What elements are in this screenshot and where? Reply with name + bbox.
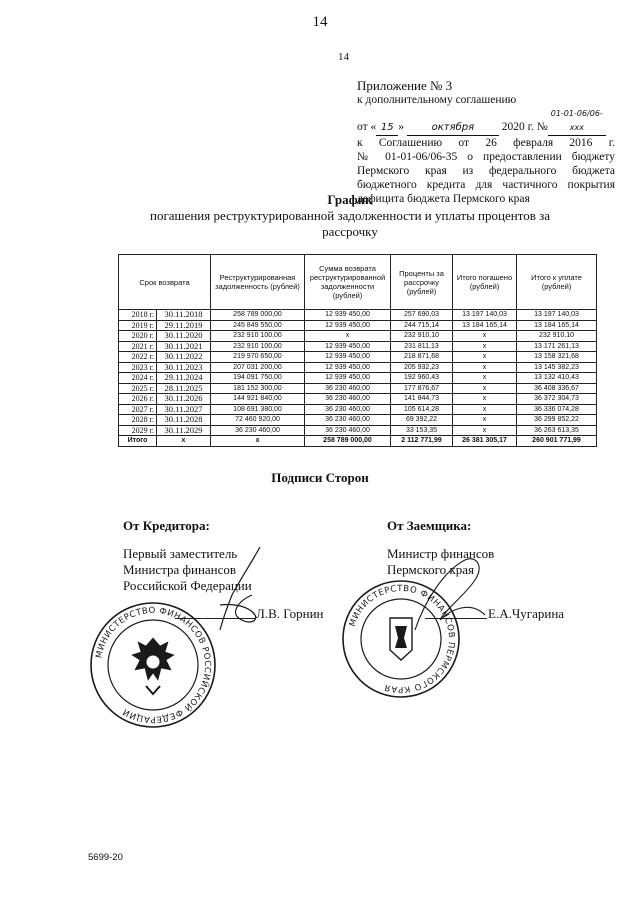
cell-year: 2029 г. bbox=[119, 425, 157, 436]
schedule-subtitle-2: рассрочку bbox=[322, 224, 378, 239]
cell-year: 2024 г. bbox=[119, 373, 157, 384]
cell-repayment-sum: 12 939 450,00 bbox=[305, 362, 391, 373]
cell-repayment-sum: 36 230 460,00 bbox=[305, 415, 391, 426]
borrower-position-line-2: Пермского края bbox=[387, 562, 474, 577]
borrower-seal-text: МИНИСТЕРСТВО ФИНАНСОВ ПЕРМСКОГО КРАЯ bbox=[347, 583, 457, 695]
annex-date-line bbox=[357, 107, 615, 136]
cell-repayment-sum: 12 939 450,00 bbox=[305, 341, 391, 352]
cell-date: 30.11.2020 bbox=[157, 331, 211, 342]
annex-line-6: бюджетного кредита для частичного покрытия bbox=[357, 179, 615, 191]
cell-interest: 69 392,22 bbox=[391, 415, 453, 426]
page-number-top: 14 bbox=[312, 14, 328, 30]
cell-repayment-sum: 36 230 460,00 bbox=[305, 425, 391, 436]
creditor-position-line-3: Российской Федерации bbox=[123, 578, 252, 593]
annex-month: октября bbox=[407, 121, 499, 136]
cell-total-paid: х bbox=[453, 352, 517, 363]
table-row bbox=[119, 383, 597, 394]
cell-date: 30.11.2029 bbox=[157, 425, 211, 436]
cell-total-paid: х bbox=[453, 373, 517, 384]
cell-total-paid: х bbox=[453, 362, 517, 373]
cell-date: 30.11.2026 bbox=[157, 394, 211, 405]
cell-year: 2025 г. bbox=[119, 383, 157, 394]
annex-block bbox=[357, 79, 615, 206]
cell-date: 30.11.2018 bbox=[157, 310, 211, 321]
table-row bbox=[119, 320, 597, 331]
annex-day: 15 bbox=[376, 121, 398, 136]
schedule-subtitle-1: погашения реструктурированной задолженности и уплаты процентов за bbox=[150, 208, 550, 223]
table-row bbox=[119, 331, 597, 342]
borrower-signature-scribble bbox=[405, 540, 505, 640]
cell-restructured-debt: х bbox=[211, 436, 305, 447]
col-header-term: Срок возврата bbox=[119, 255, 211, 310]
cell-repayment-sum: 12 939 450,00 bbox=[305, 373, 391, 384]
cell-date: 30.11.2027 bbox=[157, 404, 211, 415]
cell-year: 2021 г. bbox=[119, 341, 157, 352]
cell-interest: 2 112 771,99 bbox=[391, 436, 453, 447]
col-header-total-paid: Итого погашено (рублей) bbox=[453, 255, 517, 310]
cell-total-paid: 26 381 305,17 bbox=[453, 436, 517, 447]
cell-date: 29.11.2024 bbox=[157, 373, 211, 384]
cell-total-paid: 13 197 140,03 bbox=[453, 310, 517, 321]
cell-total-due: 232 910,10 bbox=[517, 331, 597, 342]
cell-total-paid: х bbox=[453, 404, 517, 415]
cell-repayment-sum: 36 230 460,00 bbox=[305, 404, 391, 415]
cell-interest: 105 614,28 bbox=[391, 404, 453, 415]
cell-total-paid: х bbox=[453, 331, 517, 342]
cell-date: 30.11.2028 bbox=[157, 415, 211, 426]
cell-restructured-debt: 144 921 840,00 bbox=[211, 394, 305, 405]
creditor-signature-scribble bbox=[180, 545, 290, 635]
cell-repayment-sum: 12 939 450,00 bbox=[305, 320, 391, 331]
table-row bbox=[119, 362, 597, 373]
annex-line-7: дефицита бюджета Пермского края bbox=[357, 193, 530, 205]
cell-total-due: 13 197 140,03 bbox=[517, 310, 597, 321]
annex-line-1: к дополнительному соглашению bbox=[357, 94, 517, 106]
cell-total-due: 36 336 074,28 bbox=[517, 404, 597, 415]
cell-year: 2026 г. bbox=[119, 394, 157, 405]
cell-restructured-debt: 232 910 100,00 bbox=[211, 341, 305, 352]
cell-total-due: 13 171 261,13 bbox=[517, 341, 597, 352]
cell-repayment-sum: 12 939 450,00 bbox=[305, 310, 391, 321]
table-row bbox=[119, 425, 597, 436]
repayment-schedule-table bbox=[118, 254, 597, 447]
annex-from-mid: » bbox=[398, 121, 404, 133]
table-header-row bbox=[119, 255, 597, 310]
borrower-label: От Заемщика: bbox=[387, 518, 472, 533]
creditor-signatory-name: Л.В. Горнин bbox=[256, 606, 324, 621]
cell-restructured-debt: 72 460 920,00 bbox=[211, 415, 305, 426]
cell-total-label: Итого bbox=[119, 436, 157, 447]
creditor-seal-text: МИНИСТЕРСТВО ФИНАНСОВ РОССИЙСКОЙ ФЕДЕРАЦИИ bbox=[94, 605, 213, 725]
cell-interest: 244 715,14 bbox=[391, 320, 453, 331]
cell-year: 2027 г. bbox=[119, 404, 157, 415]
cell-restructured-debt: 232 910 100,00 bbox=[211, 331, 305, 342]
annex-from-prefix: от « bbox=[357, 121, 377, 133]
cell-total-due: 36 372 304,73 bbox=[517, 394, 597, 405]
col-header-repayment-sum: Сумма возврата реструктурированной задолженности (рублей) bbox=[305, 255, 391, 310]
cell-interest: 257 690,03 bbox=[391, 310, 453, 321]
table-row bbox=[119, 310, 597, 321]
cell-date: 28.11.2025 bbox=[157, 383, 211, 394]
cell-total-paid: х bbox=[453, 425, 517, 436]
table-row bbox=[119, 352, 597, 363]
cell-total-due: 36 299 852,22 bbox=[517, 415, 597, 426]
col-header-restructured-debt: Реструктурированная задолженность (рублей) bbox=[211, 255, 305, 310]
cell-total-paid: х bbox=[453, 394, 517, 405]
cell-interest: 205 932,23 bbox=[391, 362, 453, 373]
document-code: 5699-20 bbox=[88, 852, 123, 863]
cell-total-paid: х bbox=[453, 341, 517, 352]
annex-number: 01-01-06/06-ххх bbox=[548, 107, 606, 136]
signatures-heading: Подписи Сторон bbox=[271, 470, 369, 485]
annex-line-3: к Соглашению от 26 февраля 2016 г. bbox=[357, 137, 615, 149]
cell-repayment-sum: 36 230 460,00 bbox=[305, 394, 391, 405]
creditor-position-line-2: Министра финансов bbox=[123, 562, 237, 577]
cell-year: 2019 г. bbox=[119, 320, 157, 331]
cell-year: 2022 г. bbox=[119, 352, 157, 363]
cell-restructured-debt: 219 970 650,00 bbox=[211, 352, 305, 363]
cell-restructured-debt: 36 230 460,00 bbox=[211, 425, 305, 436]
cell-restructured-debt: 194 091 750,00 bbox=[211, 373, 305, 384]
annex-line-4: № 01-01-06/06-35 о предоставлении бюджету bbox=[357, 151, 615, 163]
cell-repayment-sum: х bbox=[305, 331, 391, 342]
cell-date: 30.11.2022 bbox=[157, 352, 211, 363]
table-row bbox=[119, 373, 597, 384]
borrower-position-line-1: Министр финансов bbox=[387, 546, 495, 561]
cell-interest: 33 153,35 bbox=[391, 425, 453, 436]
cell-interest: 232 910,10 bbox=[391, 331, 453, 342]
cell-year: 2018 г. bbox=[119, 310, 157, 321]
cell-date: 29.11.2019 bbox=[157, 320, 211, 331]
cell-total-paid: х bbox=[453, 383, 517, 394]
table-row bbox=[119, 404, 597, 415]
cell-date: 30.11.2023 bbox=[157, 362, 211, 373]
cell-total-due: 13 145 382,23 bbox=[517, 362, 597, 373]
table-row bbox=[119, 415, 597, 426]
cell-date: 30.11.2021 bbox=[157, 341, 211, 352]
borrower-signatory-name: Е.А.Чугарина bbox=[488, 606, 565, 621]
cell-total-due: 36 263 613,35 bbox=[517, 425, 597, 436]
table-row bbox=[119, 394, 597, 405]
cell-total-due: 13 158 321,68 bbox=[517, 352, 597, 363]
cell-repayment-sum: 258 789 000,00 bbox=[305, 436, 391, 447]
cell-total-paid: 13 184 165,14 bbox=[453, 320, 517, 331]
cell-restructured-debt: 245 849 550,00 bbox=[211, 320, 305, 331]
cell-restructured-debt: 207 031 200,00 bbox=[211, 362, 305, 373]
table-row bbox=[119, 341, 597, 352]
table-total-row bbox=[119, 436, 597, 447]
cell-total-due: 260 901 771,99 bbox=[517, 436, 597, 447]
cell-total-due: 36 408 336,67 bbox=[517, 383, 597, 394]
cell-restructured-debt: 108 691 380,00 bbox=[211, 404, 305, 415]
cell-restructured-debt: 258 789 000,00 bbox=[211, 310, 305, 321]
cell-restructured-debt: 181 152 300,00 bbox=[211, 383, 305, 394]
cell-interest: 177 876,67 bbox=[391, 383, 453, 394]
cell-repayment-sum: 12 939 450,00 bbox=[305, 352, 391, 363]
cell-repayment-sum: 36 230 460,00 bbox=[305, 383, 391, 394]
cell-total-due: 13 132 410,43 bbox=[517, 373, 597, 384]
annex-line-5: Пермского края из федерального бюджета bbox=[357, 165, 615, 177]
cell-year: 2028 г. bbox=[119, 415, 157, 426]
col-header-interest: Проценты за рассрочку (рублей) bbox=[391, 255, 453, 310]
cell-date: х bbox=[157, 436, 211, 447]
cell-total-due: 13 184 165,14 bbox=[517, 320, 597, 331]
cell-total-paid: х bbox=[453, 415, 517, 426]
cell-interest: 218 871,68 bbox=[391, 352, 453, 363]
cell-interest: 231 811,13 bbox=[391, 341, 453, 352]
schedule-title: График bbox=[327, 192, 373, 207]
annex-year: 2020 г. № bbox=[501, 121, 548, 133]
annex-title: Приложение № 3 bbox=[357, 78, 453, 93]
creditor-position-line-1: Первый заместитель bbox=[123, 546, 238, 561]
cell-year: 2023 г. bbox=[119, 362, 157, 373]
cell-year: 2020 г. bbox=[119, 331, 157, 342]
cell-interest: 141 844,73 bbox=[391, 394, 453, 405]
col-header-total-due: Итого к уплате (рублей) bbox=[517, 255, 597, 310]
schedule-heading bbox=[60, 192, 640, 240]
page-number-small: 14 bbox=[338, 51, 349, 63]
creditor-label: От Кредитора: bbox=[123, 518, 210, 533]
cell-interest: 192 960,43 bbox=[391, 373, 453, 384]
